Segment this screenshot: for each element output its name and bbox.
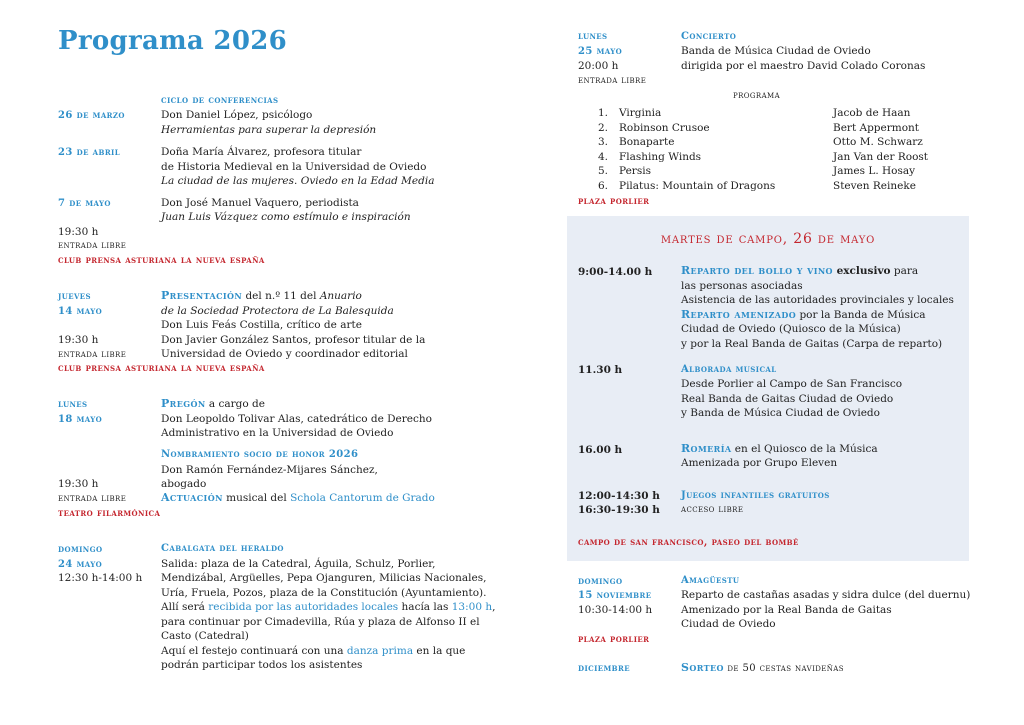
nombramiento-head: Nombramiento socio de honor 2026 [161,449,359,460]
cabalgata-line5: para continuar por Cimadevilla, Rúa y plaza de Alfonso II el [161,616,480,628]
talk-title: La ciudad de las mujeres. Oviedo en la Edad Media [161,175,435,187]
pregon-line1: Pregón a cargo de [161,397,265,410]
amaguestu-line1: Reparto de castañas asadas y sidra dulce (del duernu) [681,589,971,601]
time-label: 12:30 h-14:00 h [58,572,143,584]
martes-title: martes de campo, 26 de mayo [660,231,876,247]
alborada-head: Alborada musical [681,364,777,375]
speaker-detail: de Historia Medieval en la Universidad de Oviedo [161,161,427,173]
speaker: Doña María Álvarez, profesora titular [161,146,362,158]
program-list [590,106,930,194]
venue-label: teatro filarmónica [58,508,161,519]
cabalgata-head: Cabalgata del heraldo [161,543,284,554]
day-label: lunes [58,399,88,410]
schola-link: Schola Cantorum de Grado [290,492,435,504]
presentacion-line1: Presentación del n.º 11 del Anuario [161,289,362,302]
romeria-line2: Amenizada por Grupo Eleven [681,457,838,469]
presentacion-line3: Don Luis Feás Costilla, crítico de arte [161,319,362,331]
juegos-head: Juegos infantiles gratuitos [681,490,830,501]
programa-label: programa [733,90,781,101]
day-label: domingo [58,544,103,555]
venue-label: campo de san francisco, paseo del bombé [578,537,799,548]
presentacion-line5: Universidad de Oviedo y coordinador editorial [161,348,408,360]
program-row: 3. Bonaparte Otto M. Schwarz [598,136,923,149]
time-label: 19:30 h [58,334,99,346]
venue-label: plaza porlier [578,634,650,645]
pregon-line3: Administrativo en la Universidad de Oviedo [161,427,394,439]
presentacion-head: Presentación [161,289,243,302]
program-row: 4. Flashing Winds Jan Van der Roost [598,150,928,163]
cabalgata-line1: Salida: plaza de la Catedral, Águila, Schulz, Porlier, [161,558,436,570]
entry-label: entrada libre [578,75,647,86]
date-label: 15 noviembre [578,590,652,601]
actuacion-line: Actuación musical del Schola Cantorum de Grado [161,491,435,504]
cabalgata-line6: Casto (Catedral) [161,630,249,642]
reparto-line5: Ciudad de Oviedo (Quiosco de la Música) [681,323,901,335]
time-label: 16:30-19:30 h [578,504,660,516]
date-label: 18 mayo [58,414,103,425]
reparto-line6: y por la Real Banda de Gaitas (Carpa de reparto) [681,338,943,350]
entry-label: entrada libre [58,349,127,360]
speaker: Don José Manuel Vaquero, periodista [161,197,359,209]
reparto-line2: las personas asociadas [681,280,803,292]
date-label: 26 de marzo [58,110,125,121]
day-label: domingo [578,576,623,587]
time-label: 9:00-14.00 h [578,266,653,278]
program-row: 5. Persis James L. Hosay [598,165,916,178]
sorteo-head: Sorteo [681,661,724,674]
program-row: 6. Pilatus: Mountain of Dragons Steven Reineke [598,179,916,192]
alborada-line2: Desde Porlier al Campo de San Francisco [681,378,903,390]
time-label: 10:30-14:00 h [578,604,653,616]
cabalgata-line4: Allí será recibida por las autoridades locales hacía las 13:00 h, [161,601,496,613]
talk-title: Juan Luis Vázquez como estímulo e inspiración [161,211,411,223]
cabalgata-line8: podrán participar todos los asistentes [161,659,363,671]
presentacion-line4: Don Javier González Santos, profesor titular de la [161,334,426,346]
time-label: 16.00 h [578,444,623,456]
date-label: 14 mayo [58,306,103,317]
pregon-line2: Don Leopoldo Tolivar Alas, catedrático de Derecho [161,413,432,425]
time-label: 12:00-14:30 h [578,490,660,502]
actuacion-head: Actuación [161,491,223,504]
romeria-line1: Romería en el Quiosco de la Música [681,442,878,455]
day-label: lunes [578,31,608,42]
talk-title: Herramientas para superar la depresión [161,124,377,136]
date-label: 23 de abril [58,147,121,158]
date-label: 24 mayo [58,559,103,570]
ciclo-header: ciclo de conferencias [161,95,279,106]
amaguestu-line2: Amenizado por la Real Banda de Gaitas [681,604,892,616]
time-label: 20:00 h [578,60,619,72]
program-row: 1. Virginia Jacob de Haan [598,107,911,119]
reparto-line3: Asistencia de las autoridades provinciales y locales [681,294,954,306]
entry-label: entrada libre [58,240,127,251]
venue-label: club prensa asturiana la nueva españa [58,255,265,266]
concierto-line1: Banda de Música Ciudad de Oviedo [681,45,871,57]
month-label: diciembre [578,663,630,674]
venue-label: plaza porlier [578,196,650,207]
time-label: 11.30 h [578,364,623,376]
page-title: Programa 2026 [58,26,287,56]
juegos-access: acceso libre [681,504,744,515]
date-label: 25 mayo [578,46,623,57]
amaguestu-line3: Ciudad de Oviedo [681,618,776,630]
program-row: 2. Robinson Crusoe Bert Appermont [598,121,920,134]
cabalgata-line7: Aquí el festejo continuará con una danza prima en la que [161,645,466,657]
concierto-line2: dirigida por el maestro David Colado Coronas [681,60,926,72]
reparto-line1: Reparto del bollo y vino exclusivo para [681,264,919,277]
amaguestu-head: Amagüestu [681,575,740,586]
nombramiento-line2: abogado [161,478,207,490]
nombramiento-line1: Don Ramón Fernández-Mijares Sánchez, [161,464,378,476]
reparto-line4: Reparto amenizado por la Banda de Música [681,308,926,321]
cabalgata-line2: Mendizábal, Argüelles, Pepa Ojanguren, Milicias Nacionales, [161,572,487,584]
sorteo-line: Sorteo de 50 cestas navideñas [681,661,844,674]
day-label: jueves [58,291,91,302]
concierto-head: Concierto [681,31,737,42]
time-label: 19:30 h [58,478,99,490]
pregon-head: Pregón [161,397,206,410]
presentacion-line2: de la Sociedad Protectora de La Balesquida [161,305,394,317]
alborada-line3: Real Banda de Gaitas Ciudad de Oviedo [681,393,894,405]
cabalgata-line3: Uría, Fruela, Pozos, plaza de la Constitución (Ayuntamiento). [161,587,487,599]
date-label: 7 de mayo [58,198,111,209]
venue-label: club prensa asturiana la nueva españa [58,363,265,374]
alborada-line4: y Banda de Música Ciudad de Oviedo [681,407,880,419]
time-label: 19:30 h [58,226,99,238]
entry-label: entrada libre [58,493,127,504]
speaker: Don Daniel López, psicólogo [161,109,313,121]
